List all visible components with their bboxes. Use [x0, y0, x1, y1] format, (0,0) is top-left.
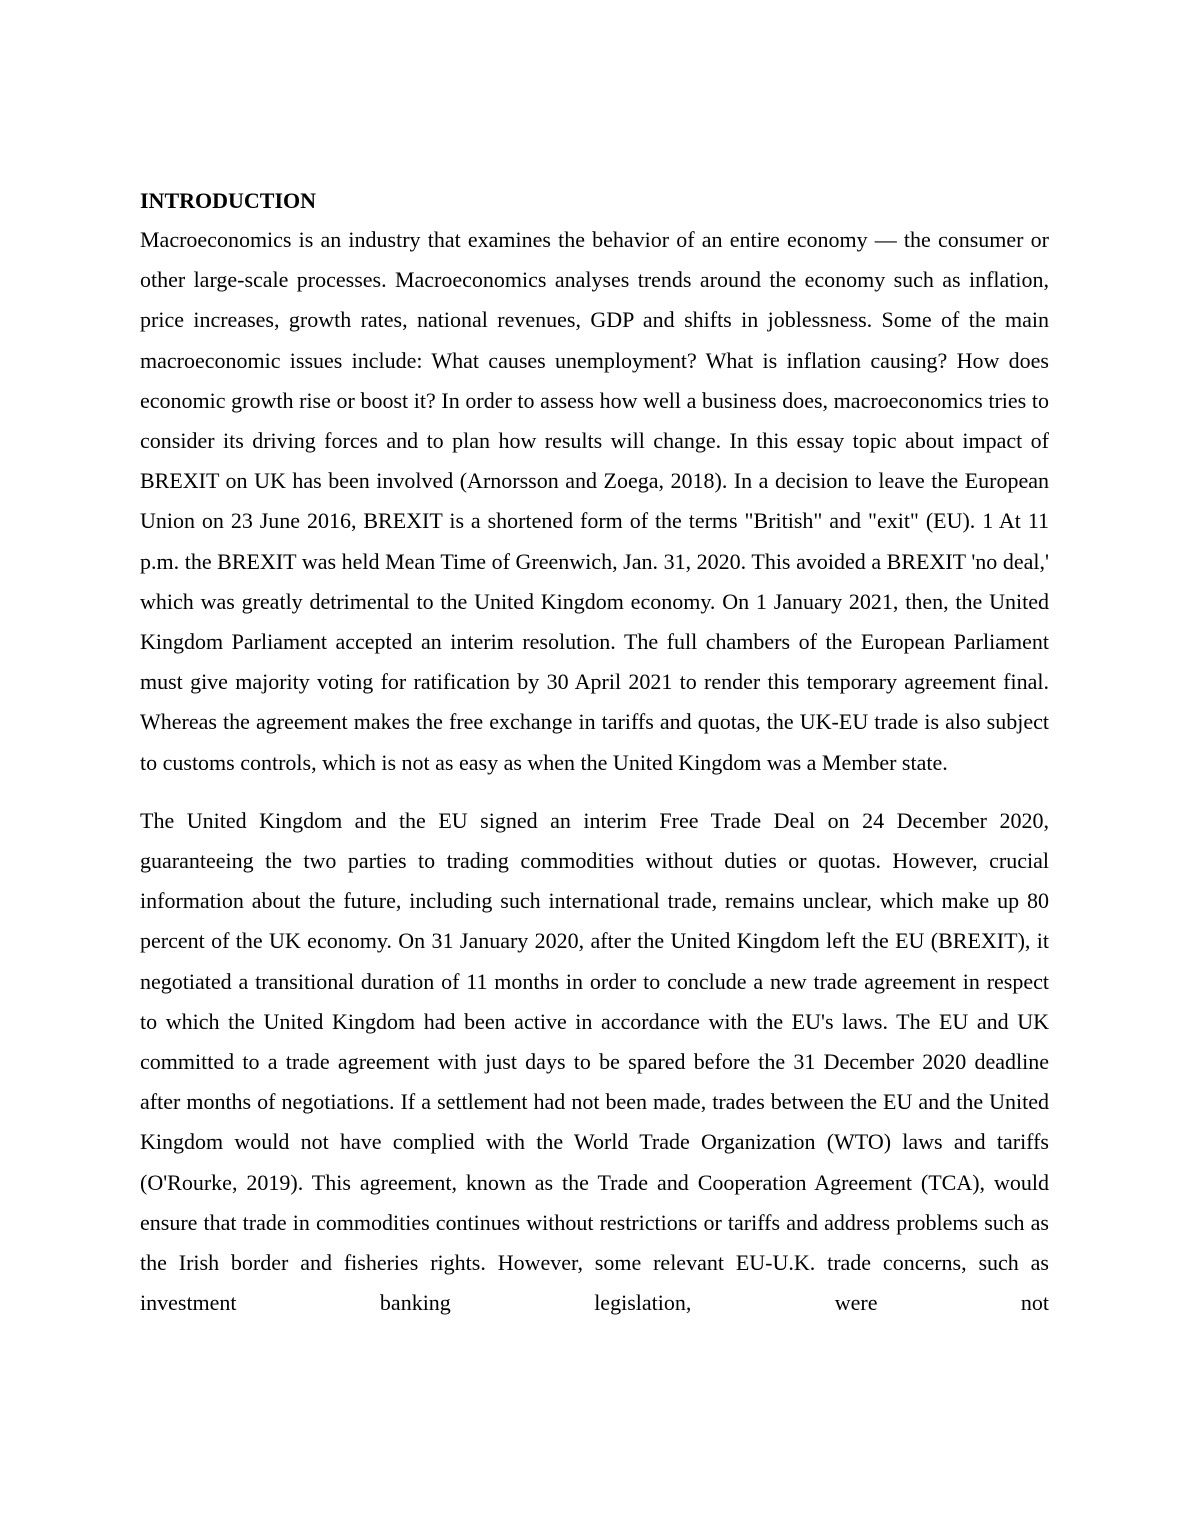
paragraph-introduction: Macroeconomics is an industry that examines the behavior of an entire economy — the consumer or other large-scale processes. Macroeconomics analyses trends around the economy such as inflation, price increases, growth rates, national revenues, GDP and shifts in joblessness. Some of the main macroeconomic issues include: What causes unemployment? What is inflation causing? How does economic growth rise or boost it? In order to assess how well a business does, macroeconomics tries to consider its driving forces and to plan how results will change. In this essay topic about impact of BREXIT on UK has been involved (Arnorsson and Zoega, 2018). In a decision to leave the European Union on 23 June 2016, BREXIT is a shortened form of the terms "British" and "exit" (EU). 1 At 11 p.m. the BREXIT was held Mean Time of Greenwich, Jan. 31, 2020. This avoided a BREXIT 'no deal,' which was greatly detrimental to the United Kingdom economy. On 1 January 2021, then, the United Kingdom Parliament accepted an interim resolution. The full chambers of the European Parliament must give majority voting for ratification by 30 April 2021 to render this temporary agreement final. Whereas the agreement makes the free exchange in tariffs and quotas, the UK-EU trade is also subject to customs controls, which is not as easy as when the United Kingdom was a Member state. — [140, 227, 1049, 775]
section-heading: INTRODUCTION — [140, 188, 317, 213]
paragraph-trade-deal: The United Kingdom and the EU signed an interim Free Trade Deal on 24 December 2020, guaranteeing the two parties to trading commodities without duties or quotas. However, crucial information about the future, including such international trade, remains unclear, which make up 80 percent of the UK economy. On 31 January 2020, after the United Kingdom left the EU (BREXIT), it negotiated a transitional duration of 11 months in order to conclude a new trade agreement in respect to which the United Kingdom had been active in accordance with the EU's laws. The EU and UK committed to a trade agreement with just days to be spared before the 31 December 2020 deadline after months of negotiations. If a settlement had not been made, trades between the EU and the United Kingdom would not have complied with the World Trade Organization (WTO) laws and tariffs (O'Rourke, 2019). This agreement, known as the Trade and Cooperation Agreement (TCA), would ensure that trade in commodities continues without restrictions or tariffs and address problems such as the Irish border and fisheries rights. However, some relevant EU-U.K. trade concerns, such as investment banking legislation, were not — [140, 807, 1049, 1316]
document-body — [140, 182, 1049, 1323]
